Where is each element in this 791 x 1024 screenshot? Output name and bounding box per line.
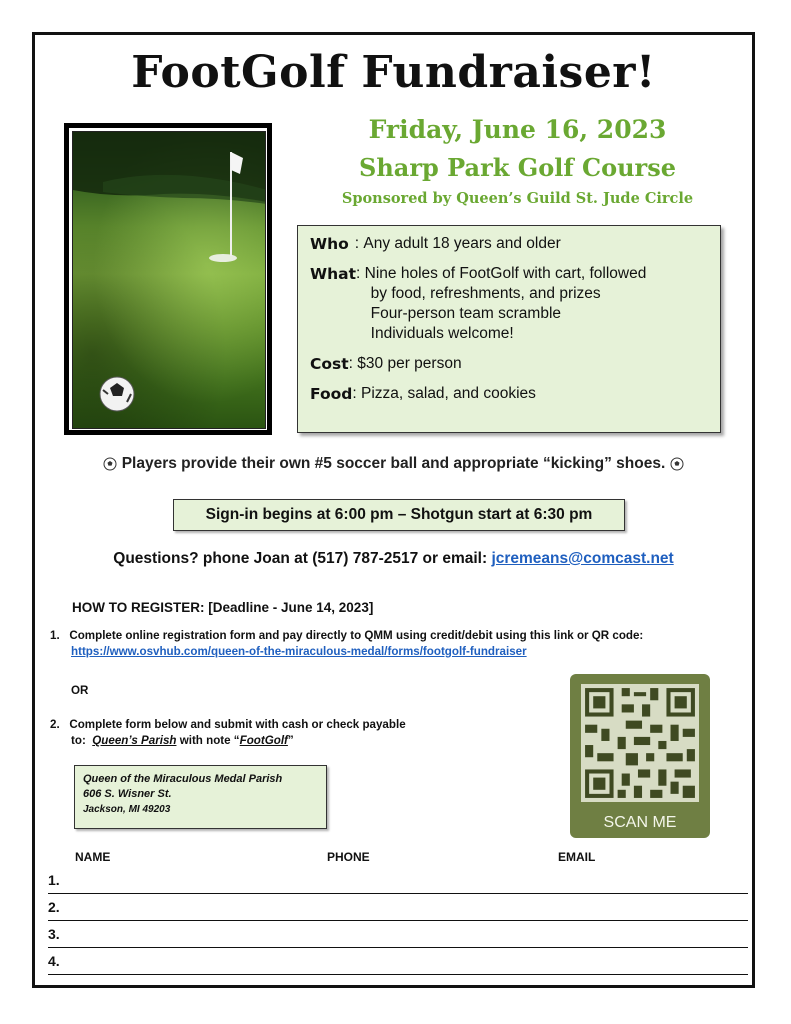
step-number: 2. [50,718,60,731]
signin-box: Sign-in begins at 6:00 pm – Shotgun start at 6:30 pm [173,499,625,531]
questions-line [35,550,752,568]
flag-and-ball-drawing [73,132,266,429]
contact-email-link[interactable]: jcremeans@comcast.net [491,550,674,567]
event-sponsor: Sponsored by Queen’s Guild St. Jude Circle [341,190,694,207]
row-number: 2. [48,899,60,915]
step-1-text: Complete online registration form and pay directly to QMM using credit/debit using this link or QR code: [69,629,644,642]
what-label: What [310,265,357,283]
mailing-address-box [74,765,327,829]
qr-code-badge[interactable] [570,674,710,838]
step-2-payee-line: to: Queen’s Parish with note “FootGolf” [71,734,294,747]
row-number: 4. [48,953,60,969]
cost-label: Cost [310,355,349,373]
column-header-phone: PHONE [327,850,370,864]
column-header-email: EMAIL [558,850,596,864]
qr-code [581,684,699,802]
food-label: Food [310,385,353,403]
soccer-ball-icon [103,457,117,471]
cost-value: $30 per person [357,355,462,372]
putting-green-image [72,131,266,429]
row-number: 3. [48,926,60,942]
who-row: Who : Any adult 18 years and older [310,235,561,253]
register-step-1 [50,628,750,660]
column-header-name: NAME [75,850,111,864]
address-line: 606 S. Wisner St. [83,788,172,800]
or-label: OR [71,684,89,697]
register-heading: HOW TO REGISTER: [Deadline - June 14, 2023] [72,600,374,615]
questions-text: Questions? phone Joan at (517) 787-2517 or email: [113,550,488,567]
what-line: by food, refreshments, and prizes [370,285,601,302]
food-value: Pizza, salad, and cookies [360,385,536,402]
address-line: Queen of the Miraculous Medal Parish [83,773,283,785]
registration-row[interactable] [48,894,748,921]
registration-row[interactable] [48,948,748,975]
who-label: Who [310,235,349,253]
registration-row[interactable] [48,867,748,894]
what-lines [365,264,647,344]
what-row: What : Nine holes of FootGolf with cart, followed by food, refreshments, and prizes Four-person team scramble Individuals welcome! [310,265,647,342]
event-date: Friday, June 16, 2023 [368,115,667,144]
food-row: Food : Pizza, salad, and cookies [310,385,536,403]
step-number: 1. [50,629,60,642]
event-venue: Sharp Park Golf Course [359,153,676,182]
players-notice [35,455,752,473]
address-line: Jackson, MI 49203 [83,804,171,815]
golf-photo [64,123,272,435]
what-line: Individuals welcome! [370,325,514,342]
register-step-2 [50,717,470,749]
event-details-box [297,225,721,433]
flyer-title: FootGolf Fundraiser! [131,47,656,98]
players-notice-text: Players provide their own #5 soccer ball and appropriate “kicking” shoes. [121,455,666,472]
row-number: 1. [48,872,60,888]
registration-row[interactable] [48,921,748,948]
cost-row: Cost : $30 per person [310,355,462,373]
registration-url-link[interactable]: https://www.osvhub.com/queen-of-the-miraculous-medal/forms/footgolf-fundraiser [71,645,527,658]
soccer-ball-icon [670,457,684,471]
what-line: Nine holes of FootGolf with cart, followed [364,265,647,282]
qr-code-icon [581,684,699,802]
what-line: Four-person team scramble [370,305,562,322]
payee-name: Queen’s Parish [92,734,177,747]
who-value: Any adult 18 years and older [363,235,561,252]
step-2-text: Complete form below and submit with cash or check payable [69,718,406,731]
qr-scan-label: SCAN ME [603,814,677,831]
flyer-frame [32,32,755,988]
check-note: FootGolf [239,734,288,747]
